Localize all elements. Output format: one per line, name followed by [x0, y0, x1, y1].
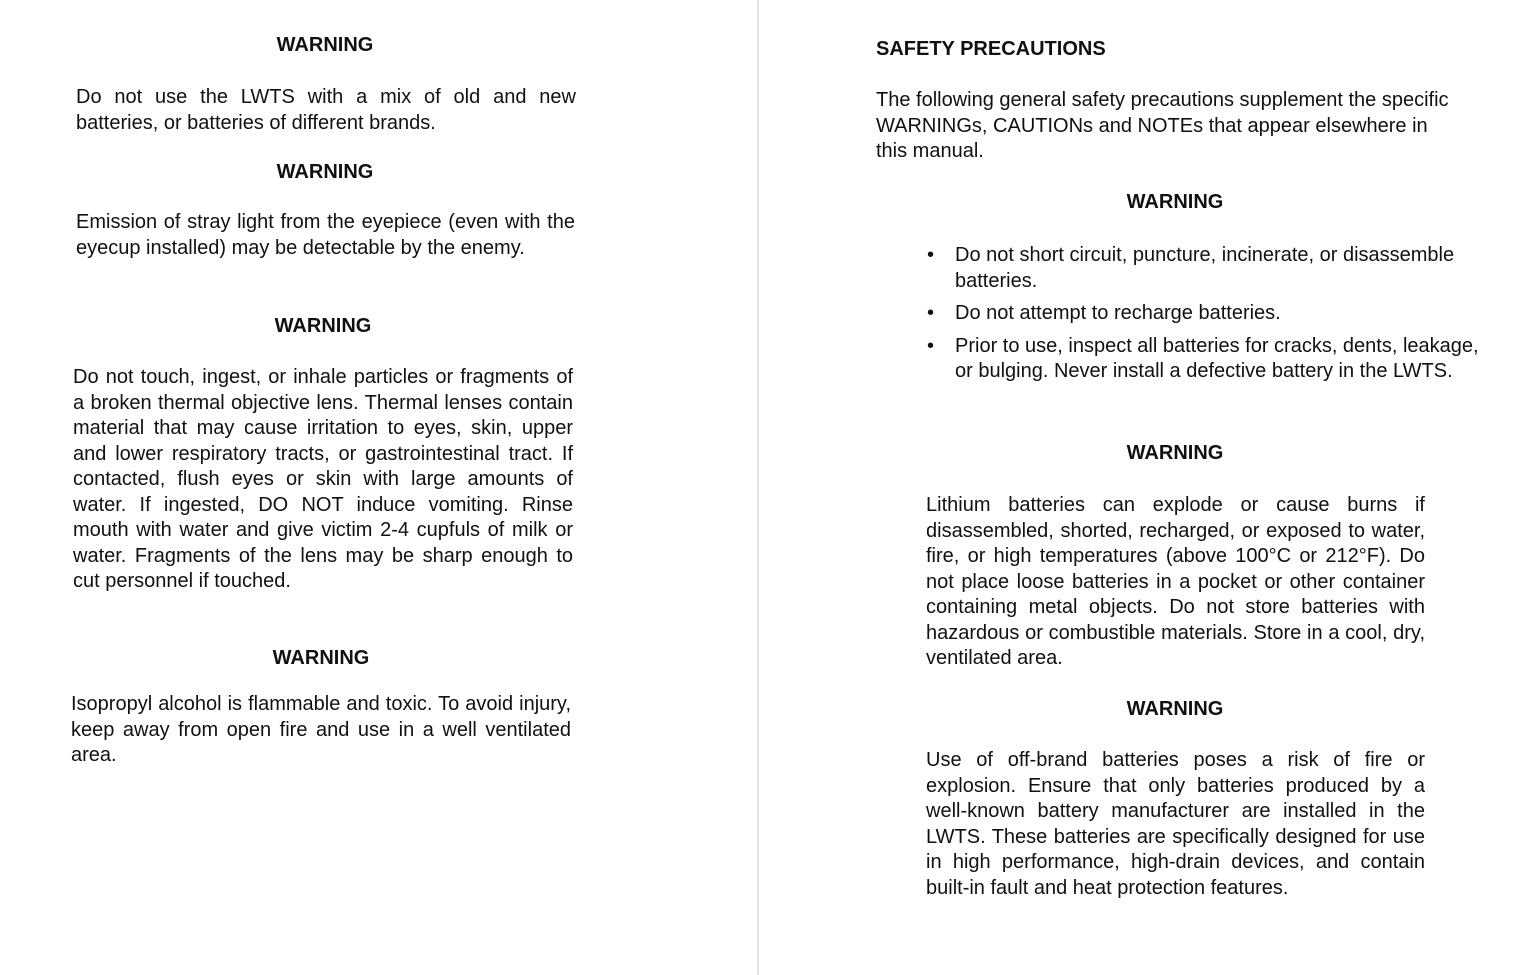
bullet-icon: • [927, 244, 935, 266]
warning-heading: WARNING [276, 34, 374, 56]
right-page [760, 0, 1523, 975]
warning-heading: WARNING [274, 315, 372, 337]
bullet-icon: • [927, 334, 935, 357]
warning-heading: WARNING [1126, 191, 1224, 213]
section-title: SAFETY PRECAUTIONS [876, 38, 1106, 60]
warning-text: Use of off-brand batteries poses a risk of fire or explosion. Ensure that only batteries produced by a well-known battery manufacturer are installed in the LWTS. These batteries are specifically designed for use in high performance, high-drain devices, and contain built-in fault and heat protection features. [926, 749, 1425, 899]
bullet-icon: • [927, 302, 935, 324]
warning-text: Do not use the LWTS with a mix of old and new batteries, or batteries of different brands. [76, 86, 576, 134]
intro-text: The following general safety precautions supplement the specific WARNINGs, CAUTIONs and NOTEs that appear elsewhere in this manual. [876, 89, 1449, 162]
warning-heading: WARNING [276, 161, 374, 183]
list-item-text: Do not short circuit, puncture, incinerate, or disassemble batteries. [955, 244, 1455, 292]
list-item-text: Prior to use, inspect all batteries for cracks, dents, leakage, or bulging. Never install a defective battery in the LWTS. [955, 334, 1479, 382]
warning-text: Emission of stray light from the eyepiece (even with the eyecup installed) may be detectable by the enemy. [76, 211, 575, 259]
warning-text: Isopropyl alcohol is flammable and toxic. To avoid injury, keep away from open fire and use in a well ventilated area. [71, 693, 571, 766]
battery-warning-list [925, 243, 1485, 392]
list-item [925, 334, 1485, 385]
warning-heading: WARNING [272, 647, 370, 669]
warning-text: Do not touch, ingest, or inhale particles or fragments of a broken thermal objective lens. Thermal lenses contain material that may cause irritation to eyes, skin, upper and lower respiratory tracts, or gastrointestinal tract. If contacted, flush eyes or skin with large amounts of water. If ingested, DO NOT induce vomiting. Rinse mouth with water and give victim 2-4 cupfuls of milk or water. Fragments of the lens may be sharp enough to cut personnel if touched. [73, 366, 573, 592]
list-item [925, 301, 1485, 327]
warning-text: Lithium batteries can explode or cause burns if disassembled, shorted, recharged, or exposed to water, fire, or high temperatures (above 100°C or 212°F). Do not place loose batteries in a pocket or other container containing metal objects. Do not store batteries with hazardous or combustible materials. Store in a cool, dry, ventilated area. [926, 494, 1425, 669]
warning-heading: WARNING [1126, 442, 1224, 464]
left-page [0, 0, 758, 975]
list-item-text: Do not attempt to recharge batteries. [955, 302, 1281, 324]
list-item [925, 243, 1485, 294]
page-gutter [757, 0, 759, 975]
warning-heading: WARNING [1126, 698, 1224, 720]
